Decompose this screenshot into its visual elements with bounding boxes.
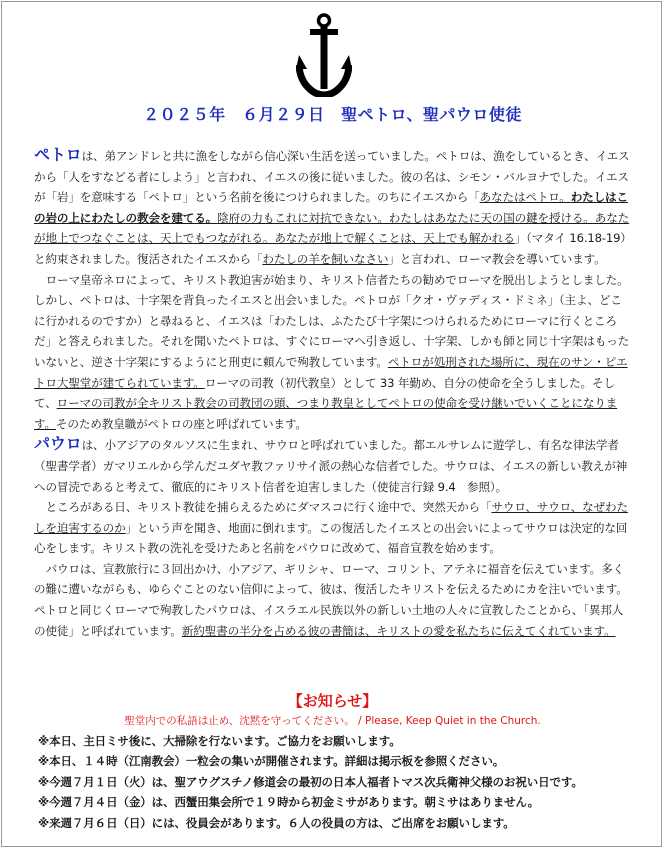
text-run: は、小アジアのタルソスに生まれ、サウロと呼ばれていました。都エルサレムに遊学し、有名な律法学者（聖書学者）ガマリエルから学んだユダヤ教ファリサイ派の熱心な信者でした。サウロは、イエスの新しい教えが神への冒涜であると考えて、徹底的にキリスト信者を迫害しました（使徒言行録 9.4 参照）。 [34, 438, 628, 494]
quiet-request: 聖堂内での私語は止め、沈黙を守ってください。 / Please, Keep Quiet in the Church. [124, 715, 541, 727]
notice-item: ※本日、１４時（江南教会）一粒会の集いが開催されます。詳細は掲示板を参照ください。 [38, 754, 505, 769]
text-run: 」（マタイ 16.18-19）と約束されました。復活されたイエスから「 [34, 231, 632, 266]
notice-item: ※今週７月４日（金）は、西蟹田集会所で１９時から初金ミサがあります。朝ミサはありません。 [38, 795, 540, 810]
text-run: は、弟アンドレと共に漁をしながら信心深い生活を送っていました。ペトロは、漁をしているとき、イエスから「人をすなどる者にしよう」と言われ、イエスの後に従いました。彼の名は、シモン・バルヨナでした。イエスが「岩」を意味する「ペトロ」という名前を後につけられました。のちにイエスから「 [34, 149, 630, 205]
notice-item: ※本日、主日ミサ後に、大掃除を行ないます。ご協力をお願いします。 [38, 734, 401, 748]
underlined-text: わたしの羊を飼いなさい [262, 251, 389, 266]
text-run: ローマ皇帝ネロによって、キリスト教迫害が始まり、キリスト信者たちの勧めでローマを脱出しようとしました。しかし、ペトロは、十字架を背負ったイエスと出会いました。ペトロが「クオ・ヴァディス・ドミネ」（主よ、どこに行かれるのですか）と尋ねると、イエスは「わたしは、ふたたび十字架につけられるためにローマに行くところだ」と答えられました。それを聞いたペトロは、すぐにローマへ引き返し、十字架、しかも師と同じ十字架はもったいないと、逆さ十字架にするようにと刑吏に頼んで殉教しています。 [34, 272, 630, 369]
text-run: そのため教皇職がペトロの座と呼ばれています。 [55, 416, 307, 431]
notice-item: ※今週７月１日（火）は、聖アウグスチノ修道会の最初の日本人福者トマス次兵衛神父様のお祝い日です。 [38, 774, 583, 789]
text-run: 」と言われ、ローマ教会を導いています。 [388, 251, 606, 266]
text-run: パウロは、宣教旅行に３回出かけ、小アジア、ギリシャ、ローマ、コリント、アテネに福音を伝えています。多くの難に遭いながらも、ゆらぐことのない信仰によって、彼は、復活したキリストを伝えるためにカを注いでいます。ペトロと同じくローマで殉教したパウロは、イスラエル民族以外の新しい土地の人々に宣教したことから、「異邦人の使徒」と呼ばれています。 [34, 561, 628, 638]
underlined-text: 新約聖書の半分を占める彼の書簡は、キリストの愛を私たちに伝えてくれています。 [181, 623, 616, 638]
anchor-icon [296, 13, 352, 97]
text-run: ところがある日、キリスト教徒を捕らえるためにダマスコに行く途中で、突然天から「 [45, 500, 492, 515]
peter-paragraph-2 [34, 270, 632, 435]
underlined-text: 陰府の力もこれに対抗できない。わたしはあなたに天の国の鍵を授ける。あなたが地上でつなぐことは、天上でもつながれる。あなたが地上で解くことは、天上でも解かれる [34, 210, 630, 246]
underlined-text: ペトロが処刑された場所に、現在のサン・ピエトロ大聖堂が建てられています。 [34, 354, 628, 390]
paul-heading: パウロ [34, 434, 82, 454]
article-body [34, 145, 632, 641]
text-run: 」という声を聞き、地面に倒れます。この復活したイエスとの出会いによってサウロは決定的な回心をします。キリスト教の洗礼を受けたあと名前をパウロに改めて、福音宣教を始めます。 [34, 520, 628, 556]
underlined-text: サウロ、サウロ、なぜわたしを迫害するのか [34, 500, 628, 535]
paul-paragraph-2 [34, 497, 632, 559]
paul-paragraph-1 [34, 434, 632, 497]
peter-heading: ペトロ [34, 145, 82, 164]
notice-item: ※来週７月６日（日）には、役員会があります。６人の役員の方は、ご出席をお願いします。 [38, 815, 515, 830]
peter-paragraph-1 [34, 145, 632, 270]
underlined-text: あなたはペトロ。 [479, 190, 571, 205]
text-run: ローマの司教（初代教皇）として 33 年勤め、自分の使命を全うしました。そして、 [34, 375, 615, 411]
page-title: ２０２５年 ６月２９日 聖ペトロ、聖パウロ使徒 [143, 105, 522, 124]
notices-heading: 【お知らせ】 [287, 692, 378, 710]
paul-paragraph-3 [34, 559, 632, 641]
bold-underlined-text: わたしはこの岩の上にわたしの教会を建てる。 [34, 190, 628, 225]
notices-list [38, 731, 638, 833]
underlined-text: ローマの司教が全キリスト教会の司教団の頭、つまり教皇としてペトロの使命を受け継いでいくことになります。 [34, 396, 618, 431]
